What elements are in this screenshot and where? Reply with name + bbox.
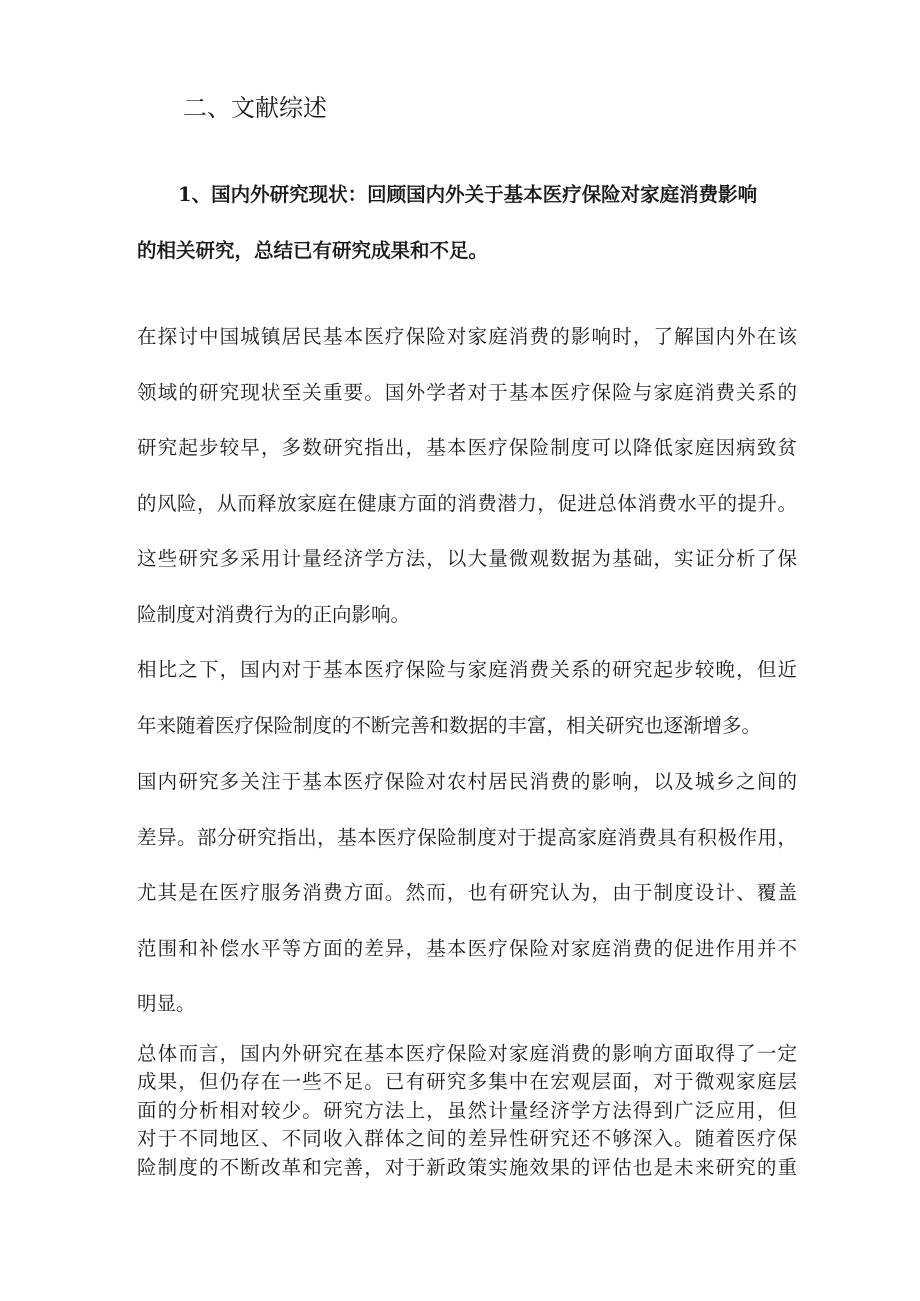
text-line: 范围和补偿水平等方面的差异，基本医疗保险对家庭消费的促进作用并不: [137, 936, 797, 960]
paragraph-4: [137, 1040, 797, 1182]
text-line: 对于不同地区、不同收入群体之间的差异性研究还不够深入。随着医疗保: [137, 1127, 797, 1151]
text-line: 相比之下，国内对于基本医疗保险与家庭消费关系的研究起步较晚，但近: [137, 658, 797, 681]
paragraph-3: [137, 754, 797, 1032]
text-line: 面的分析相对较少。研究方法上，虽然计量经济学方法得到广泛应用，但: [137, 1098, 797, 1122]
paragraph-2: [137, 642, 797, 753]
text-line: 尤其是在医疗服务消费方面。然而，也有研究认为，由于制度设计、覆盖: [137, 881, 797, 905]
text-line: 险制度的不断改革和完善，对于新政策实施效果的评估也是未来研究的重: [137, 1155, 797, 1179]
paragraph-1: [137, 309, 797, 643]
text-line: 明显。: [137, 992, 196, 1016]
text-line: 年来随着医疗保险制度的不断完善和数据的丰富，相关研究也逐渐增多。: [137, 713, 762, 737]
section-heading: 二、文献综述: [183, 94, 327, 122]
text-line: 成果，但仍存在一些不足。已有研究多集中在宏观层面，对于微观家庭层: [137, 1070, 797, 1094]
text-line: 总体而言，国内外研究在基本医疗保险对家庭消费的影响方面取得了一定: [137, 1042, 797, 1065]
text-line: 险制度对消费行为的正向影响。: [137, 602, 411, 626]
text-line: 差异。部分研究指出，基本医疗保险制度对于提高家庭消费具有积极作用，: [137, 825, 797, 849]
subsection-heading-line: 的相关研究，总结已有研究成果和不足。: [137, 239, 489, 262]
subsection-heading: [137, 167, 797, 279]
text-line: 在探讨中国城镇居民基本医疗保险对家庭消费的影响时，了解国内外在该: [137, 325, 797, 348]
text-line: 的风险，从而释放家庭在健康方面的消费潜力，促进总体消费水平的提升。: [137, 491, 797, 515]
text-line: 研究起步较早，多数研究指出，基本医疗保险制度可以降低家庭因病致贫: [137, 436, 797, 460]
text-line: 领域的研究现状至关重要。国外学者对于基本医疗保险与家庭消费关系的: [137, 380, 797, 404]
subsection-heading-line: 1、国内外研究现状：回顾国内外关于基本医疗保险对家庭消费影响: [178, 183, 758, 206]
text-line: 国内研究多关注于基本医疗保险对农村居民消费的影响，以及城乡之间的: [137, 770, 797, 793]
text-line: 这些研究多采用计量经济学方法，以大量微观数据为基础，实证分析了保: [137, 547, 797, 571]
